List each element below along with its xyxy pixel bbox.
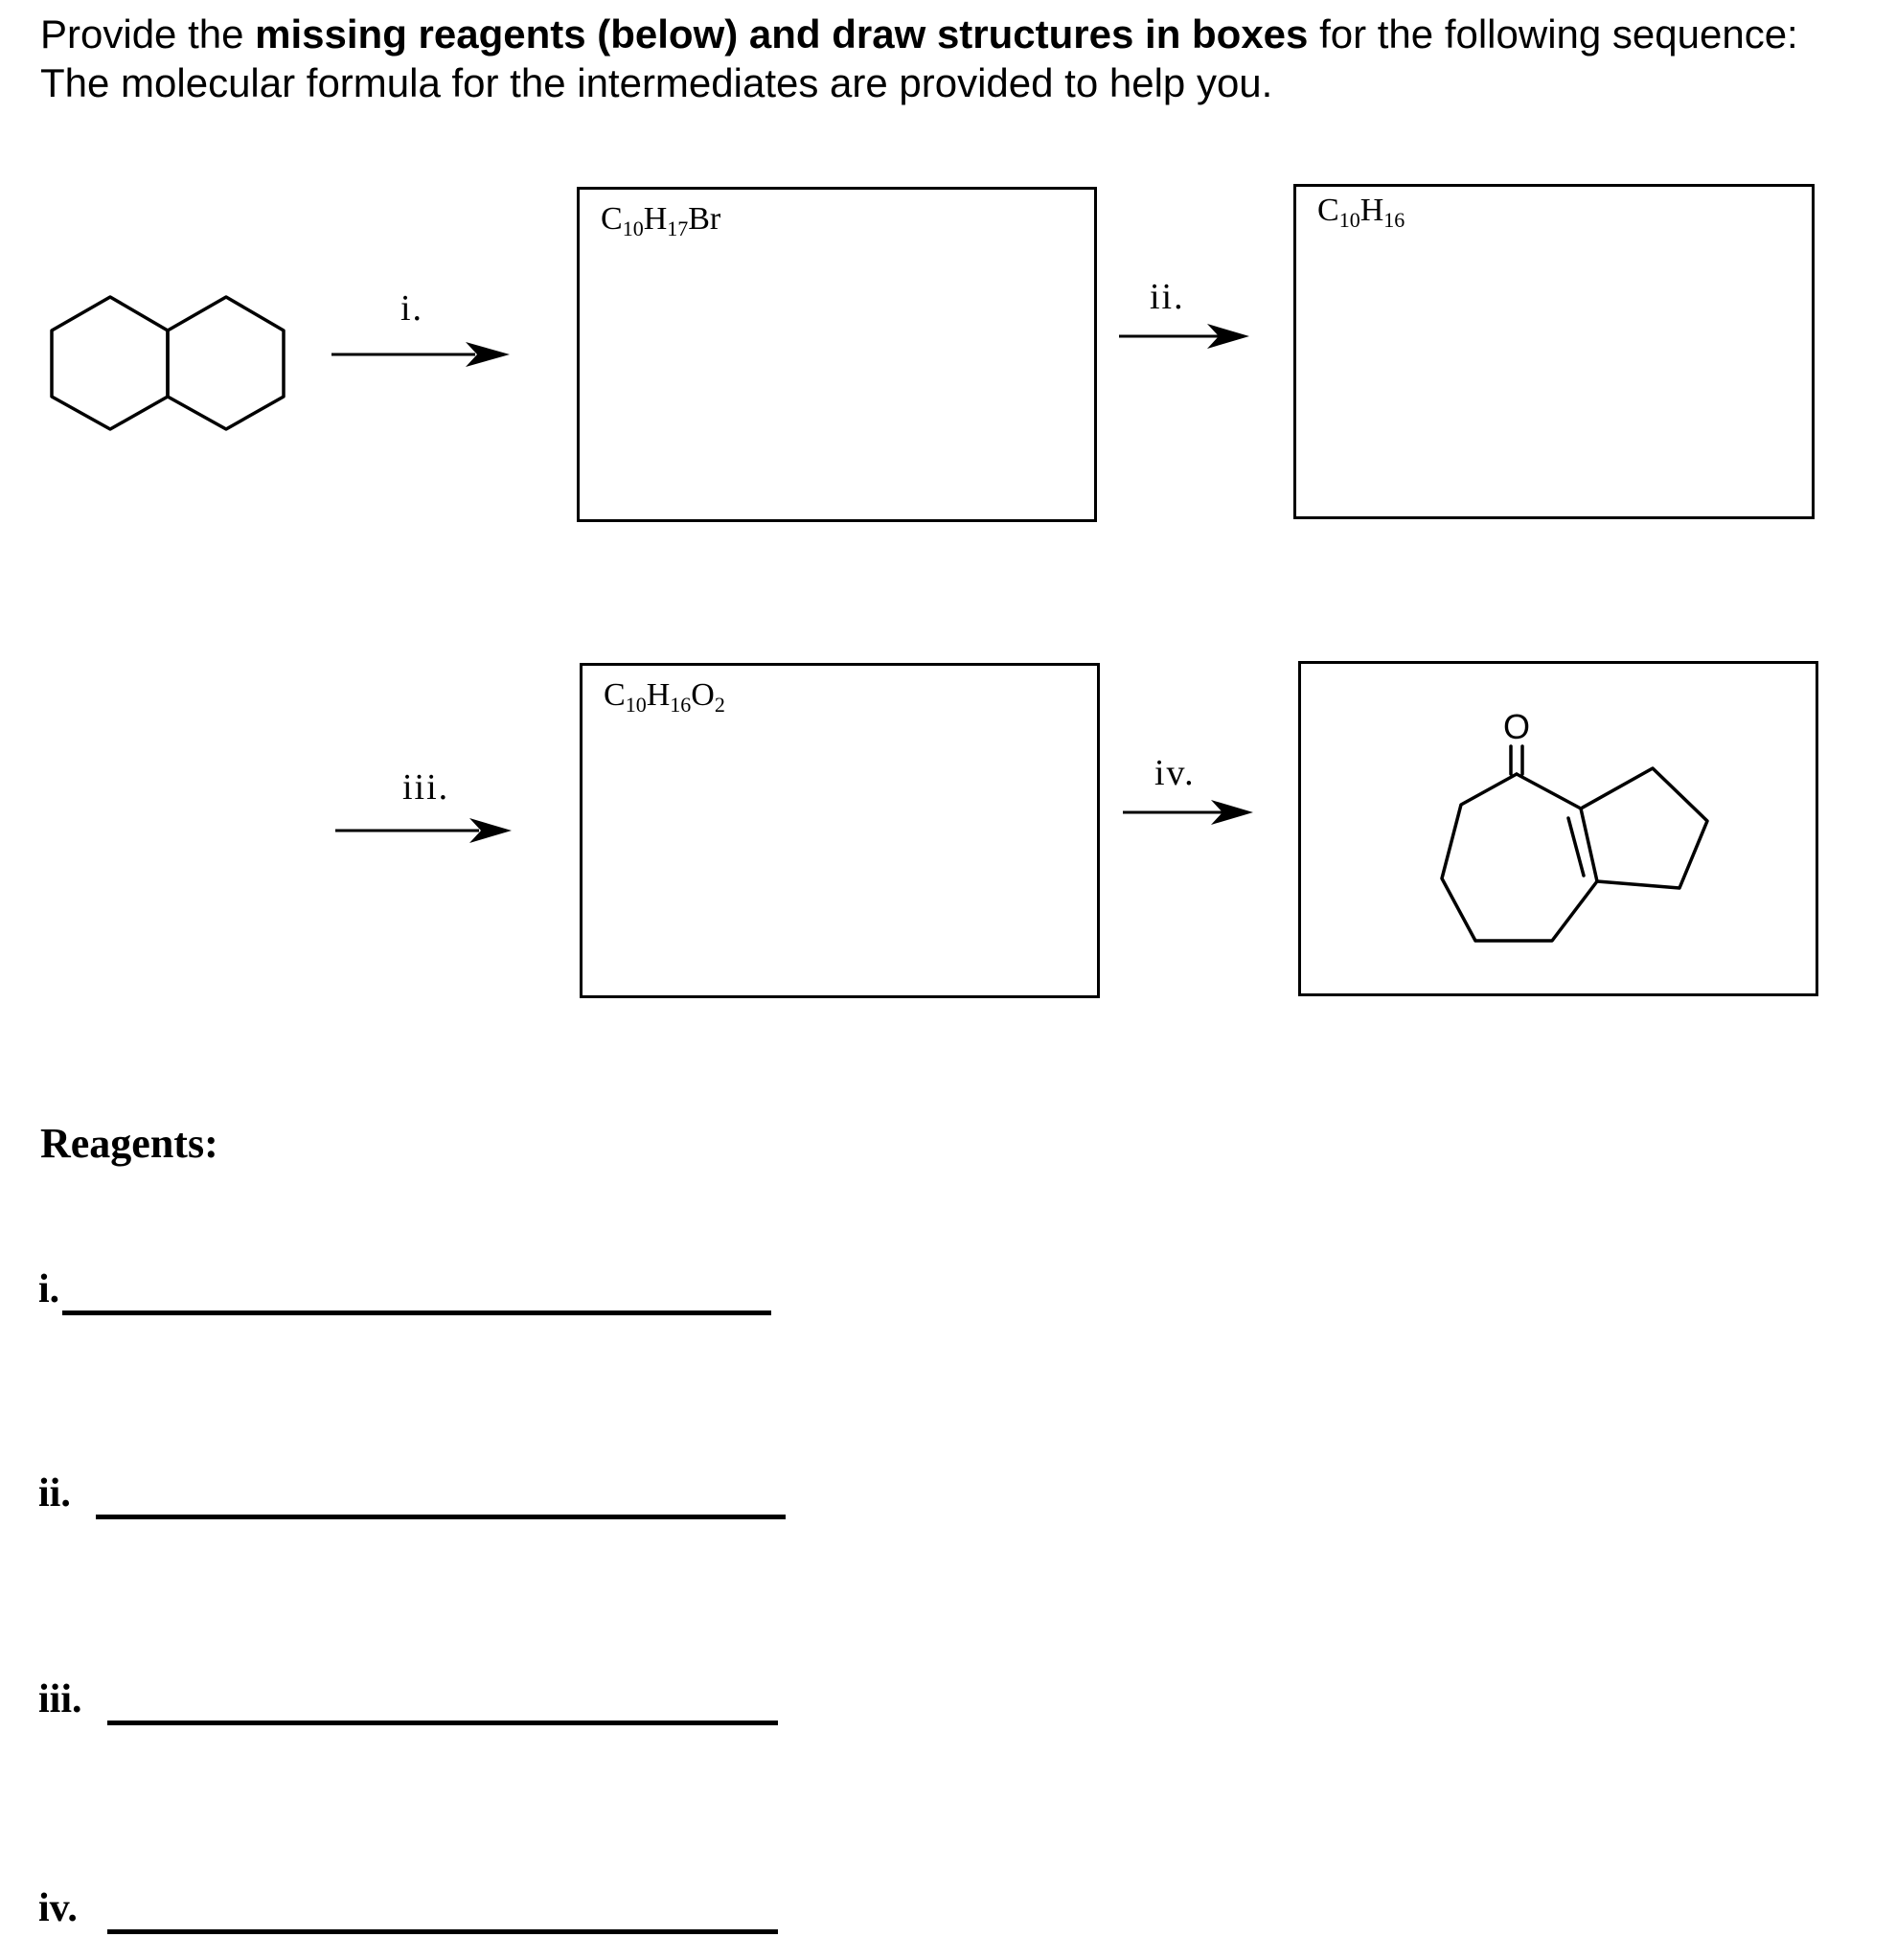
reagent-answer-line-iii[interactable] [107,1721,778,1725]
decalin-left-ring [52,297,168,429]
instruction-line-1: Provide the missing reagents (below) and draw structures in boxes for the following sequence: [40,11,1798,57]
formula-intermediate-2: $C_{10}H_{16}$ [1317,193,1405,232]
starting-material-decalin [38,268,345,441]
box-intermediate-3[interactable] [580,663,1100,998]
reagent-label-i: i. [38,1267,60,1311]
cycloheptenone-ring [1442,774,1597,941]
reagent-label-ii: ii. [38,1471,71,1516]
reagent-answer-line-iv[interactable] [107,1929,778,1934]
step-label-iv: iv. [1154,753,1196,793]
instruction-line-2: The molecular formula for the intermediates are provided to help you. [40,60,1273,105]
step-label-ii: ii. [1150,277,1185,317]
reagent-answer-line-i[interactable] [62,1310,771,1315]
box-intermediate-2[interactable] [1293,184,1815,519]
formula-intermediate-1: $C_{10}H_{17}Br$ [601,201,721,240]
arrow-iv [1123,798,1267,827]
arrow-ii [1119,322,1263,351]
box-intermediate-1[interactable] [577,187,1097,522]
arrow-iii [335,816,517,845]
instructions [40,10,1798,107]
arrow-i [331,340,514,369]
reagent-answer-line-ii[interactable] [96,1515,786,1519]
reagents-title: Reagents: [40,1120,218,1167]
oxygen-atom-label: O [1502,707,1531,746]
instruction-emphasis: missing reagents (below) and draw structures in boxes [255,11,1309,57]
box-final-product [1298,661,1818,996]
formula-intermediate-3: $C_{10}H_{16}O_2$ [604,677,725,717]
cyclopentene-ring [1581,768,1707,888]
step-label-i: i. [400,288,424,329]
step-label-iii: iii. [402,767,450,808]
decalin-right-ring [168,297,284,429]
final-product-structure [1298,661,1818,996]
reagent-label-iii: iii. [38,1677,82,1721]
reagent-label-iv: iv. [38,1886,78,1930]
